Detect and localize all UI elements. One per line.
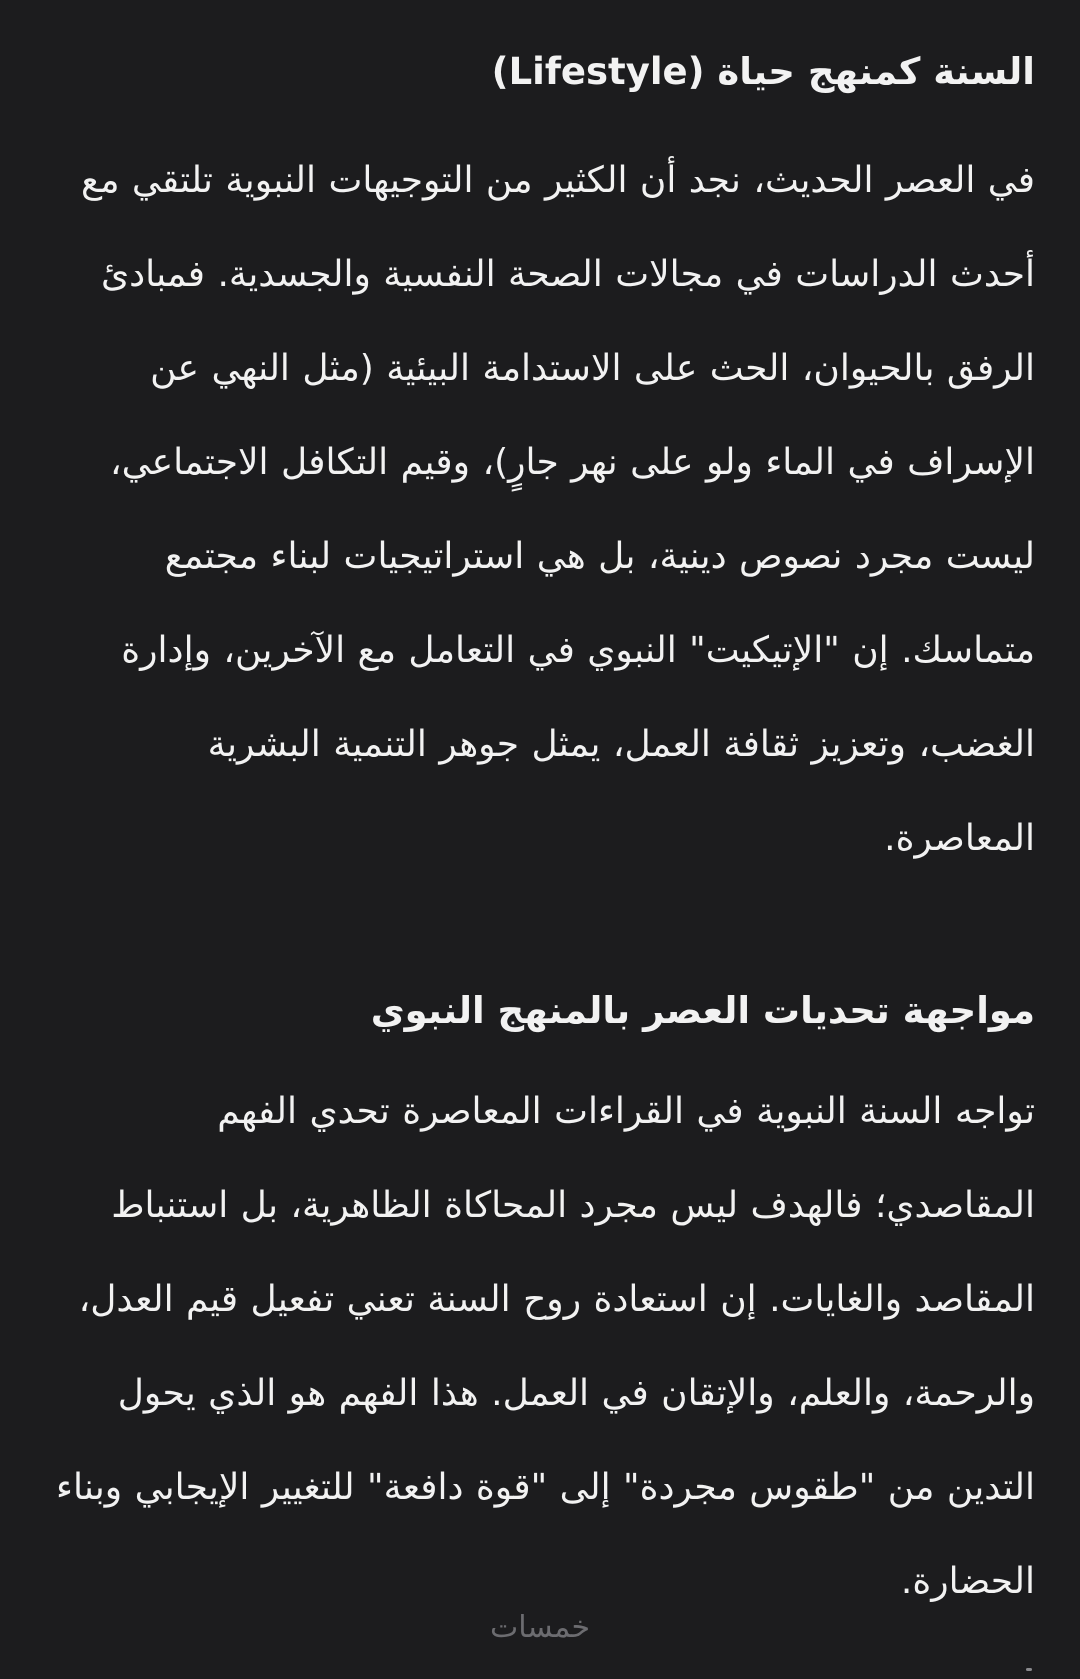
article-content: [55, 0, 1035, 1629]
section-title-challenges: مواجهة تحديات العصر بالمنهج النبوي: [370, 989, 1035, 1032]
section-paragraph-sunnah-lifestyle: في العصر الحديث، نجد أن الكثير من التوجيهات النبوية تلتقي مع أحدث الدراسات في مجالات الصحة النفسية والجسدية. فمبادئ الرفق بالحيوان، الحث على الاستدامة البيئية (مثل النهي عن الإسراف في الماء ولو على نهر جارٍ)، وقيم التكافل الاجتماعي، ليست مجرد نصوص دينية، بل هي استراتيجيات لبناء مجتمع متماسك. إن "الإتيكيت" النبوي في التعامل مع الآخرين، وإدارة الغضب، وتعزيز ثقافة العمل، يمثل جوهر التنمية البشرية المعاصرة.: [81, 160, 1035, 859]
section-paragraph-challenges: تواجه السنة النبوية في القراءات المعاصرة تحدي الفهم المقاصدي؛ فالهدف ليس مجرد المحاكاة الظاهرية، بل استنباط المقاصد والغايات. إن استعادة روح السنة تعني تفعيل قيم العدل، والرحمة، والعلم، والإتقان في العمل. هذا الفهم هو الذي يحول التدين من "طقوس مجردة" إلى "قوة دافعة" للتغيير الإيجابي وبناء الحضارة.: [56, 1091, 1035, 1602]
section-title-sunnah-lifestyle: السنة كمنهج حياة (Lifestyle): [491, 50, 1035, 93]
khamsat-watermark: خمسات: [489, 1610, 591, 1645]
scroll-edge-indicator: [1026, 1668, 1032, 1671]
